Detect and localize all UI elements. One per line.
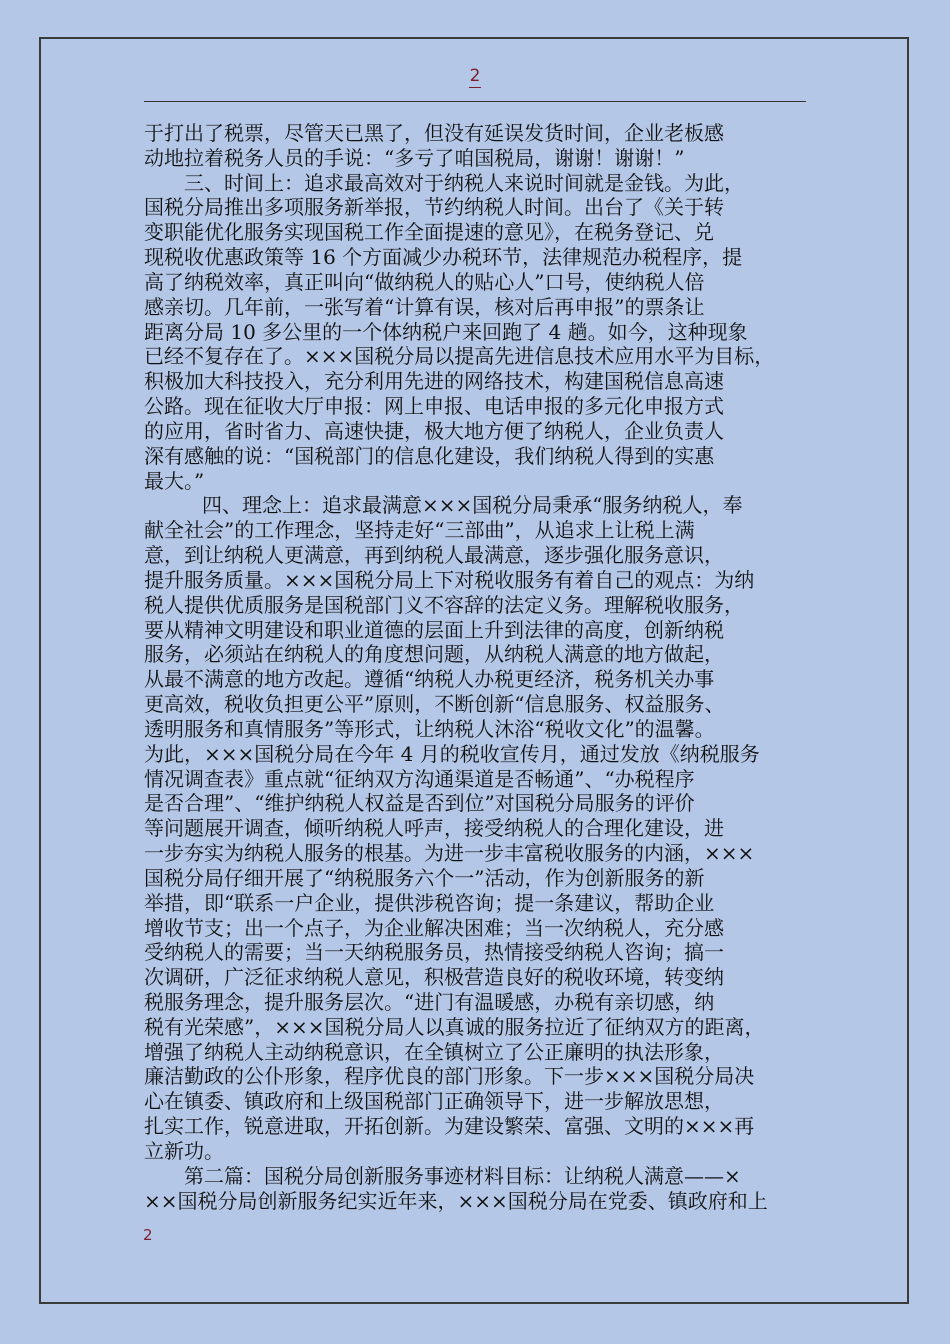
body-line: 税人提供优质服务是国税部门义不容辞的法定义务。理解税收服务， (144, 592, 744, 617)
section-heading-line: 三、时间上：追求最高效对于纳税人来说时间就是金钱。为此， (184, 170, 744, 195)
body-line: 举措，即“联系一户企业，提供涉税咨询；提一条建议，帮助企业 (144, 890, 715, 915)
body-line: 廉洁勤政的公仆形象，程序优良的部门形象。下一步×××国税分局决 (144, 1064, 755, 1089)
body-line: 一步夯实为纳税人服务的根基。为进一步丰富税收服务的内涵，××× (144, 841, 755, 866)
body-line: 公路。现在征收大厅申报：网上申报、电话申报的多元化申报方式 (144, 394, 724, 419)
body-line: 扎实工作，锐意进取，开拓创新。为建设繁荣、富强、文明的×××再 (144, 1114, 755, 1139)
body-line: 现税收优惠政策等 16 个方面减少办税环节，法律规范办税程序，提 (144, 245, 743, 270)
body-line: 变职能优化服务实现国税工作全面提速的意见》，在税务登记、兑 (144, 220, 714, 245)
footer-page-number: 2 (143, 1226, 153, 1244)
body-line: 国税分局推出多项服务新举报，节约纳税人时间。出台了《关于转 (144, 195, 724, 220)
body-line: 感亲切。几年前，一张写着“计算有误，核对后再申报”的票条让 (144, 294, 705, 319)
body-line: 等问题展开调查，倾听纳税人呼声，接受纳税人的合理化建设，进 (144, 816, 724, 841)
section-heading-line: 第二篇：国税分局创新服务事迹材料目标：让纳税人满意——× (184, 1163, 741, 1188)
body-line: 服务，必须站在纳税人的角度想问题，从纳税人满意的地方做起， (144, 642, 724, 667)
body-line: 立新功。 (144, 1138, 224, 1163)
body-line: 积极加大科技投入，充分利用先进的网络技术，构建国税信息高速 (144, 369, 724, 394)
body-line: 心在镇委、镇政府和上级国税部门正确领导下，进一步解放思想， (144, 1089, 724, 1114)
body-line: 动地拉着税务人员的手说：“多亏了咱国税局，谢谢！谢谢！” (144, 145, 685, 170)
body-line: 提升服务质量。×××国税分局上下对税收服务有着自己的观点：为纳 (144, 567, 755, 592)
body-line: 从最不满意的地方改起。遵循“纳税人办税更经济，税务机关办事 (144, 667, 715, 692)
body-line: 国税分局仔细开展了“纳税服务六个一”活动，作为创新服务的新 (144, 865, 705, 890)
body-line: 增收节支；出一个点子，为企业解决困难；当一次纳税人，充分感 (144, 915, 724, 940)
header-divider (144, 101, 806, 102)
document-body (144, 121, 820, 1213)
body-line: 受纳税人的需要；当一天纳税服务员，热情接受纳税人咨询；搞一 (144, 940, 724, 965)
body-line: 献全社会”的工作理念，坚持走好“三部曲”，从追求上让税上满 (144, 518, 695, 543)
body-line: 的应用，省时省力、高速快捷，极大地方便了纳税人，企业负责人 (144, 418, 724, 443)
body-line: 意，到让纳税人更满意，再到纳税人最满意，逐步强化服务意识， (144, 543, 724, 568)
body-line: 情况调查表》重点就“征纳双方沟通渠道是否畅通”、“办税程序 (144, 766, 695, 791)
body-line: 已经不复存在了。×××国税分局以提高先进信息技术应用水平为目标， (144, 344, 775, 369)
body-line: 最大。” (144, 468, 205, 493)
body-line: ××国税分局创新服务纪实近年来，×××国税分局在党委、镇政府和上 (144, 1188, 768, 1213)
body-line: 高了纳税效率，真正叫向“做纳税人的贴心人”口号，使纳税人倍 (144, 269, 705, 294)
body-line: 距离分局 10 多公里的一个体纳税户来回跑了 4 趟。如今，这种现象 (144, 319, 748, 344)
body-line: 更高效，税收负担更公平”原则，不断创新“信息服务、权益服务、 (144, 692, 725, 717)
body-line: 税有光荣感”，×××国税分局人以真诚的服务拉近了征纳双方的距离， (144, 1014, 765, 1039)
body-line: 税服务理念，提升服务层次。“进门有温暖感，办税有亲切感，纳 (144, 989, 715, 1014)
header-page-number: 2 (469, 66, 481, 86)
body-line: 是否合理”、“维护纳税人权益是否到位”对国税分局服务的评价 (144, 791, 695, 816)
body-line: 增强了纳税人主动纳税意识，在全镇树立了公正廉明的执法形象， (144, 1039, 724, 1064)
body-line: 于打出了税票，尽管天已黑了，但没有延误发货时间，企业老板感 (144, 121, 724, 145)
body-line: 为此，×××国税分局在今年 4 月的税收宣传月，通过发放《纳税服务 (144, 741, 760, 766)
body-line: 透明服务和真情服务”等形式，让纳税人沐浴“税收文化”的温馨。 (144, 716, 715, 741)
body-line: 要从精神文明建设和职业道德的层面上升到法律的高度，创新纳税 (144, 617, 724, 642)
section-heading-line: 四、理念上：追求最满意×××国税分局秉承“服务纳税人，奉 (202, 493, 743, 518)
body-line: 次调研，广泛征求纳税人意见，积极营造良好的税收环境，转变纳 (144, 965, 724, 990)
body-line: 深有感触的说：“国税部门的信息化建设，我们纳税人得到的实惠 (144, 443, 715, 468)
header-page-number-underline (469, 87, 481, 88)
